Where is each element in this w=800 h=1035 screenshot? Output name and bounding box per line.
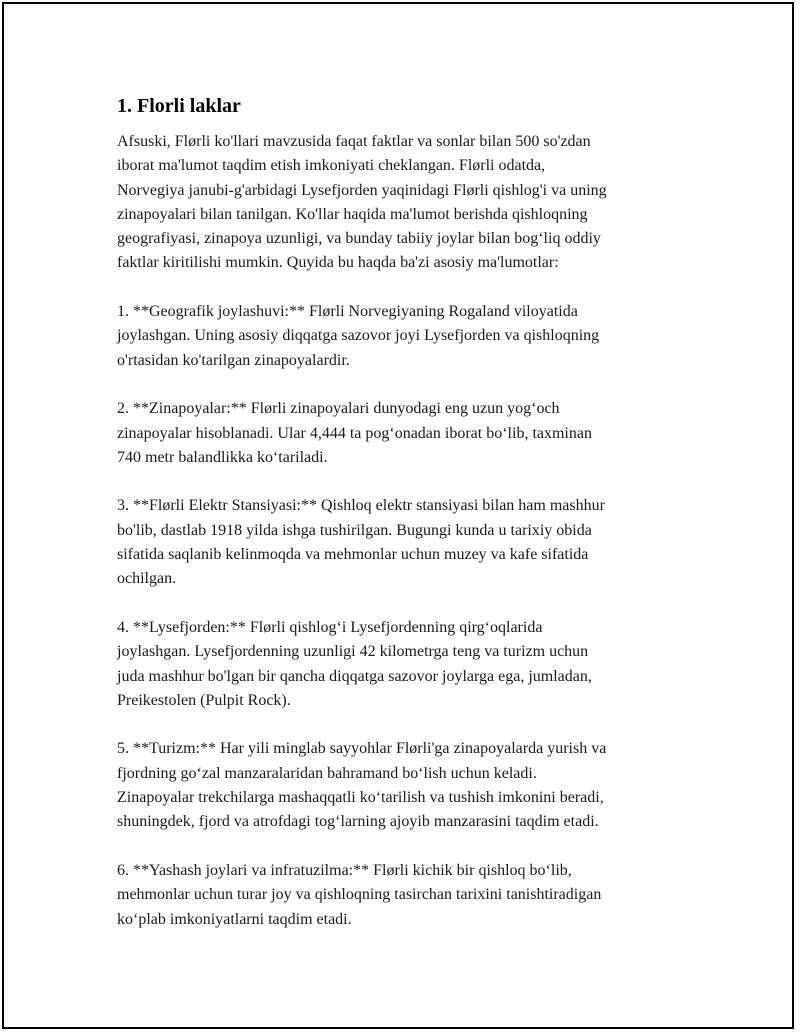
paragraph-geographic-location: 1. **Geografik joylashuvi:** Flørli Norvegiyaning Rogaland viloyatida joylashgan. Uning asosiy diqqatga sazovor joyi Lysefjorden va qishloqning o'rtasidan ko'tarilgan zinapoyalardir. [117, 303, 600, 369]
document-title: 1. Florli laklar [117, 95, 241, 117]
paragraph-stairs: 2. **Zinapoyalar:** Flørli zinapoyalari dunyodagi eng uzun yog‘och zinapoyalar hisoblanadi. Ular 4,444 ta pog‘onadan iborat bo‘lib, taxminan 740 metr balandlikka ko‘tariladi. [117, 400, 592, 466]
document-body [117, 92, 707, 932]
paragraph-tourism: 5. **Turizm:** Har yili minglab sayyohlar Flørli'ga zinapoyalarda yurish va fjordning go‘zal manzaralaridan bahramand bo‘lish uchun keladi. Zinapoyalar trekchilarga mashaqqatli ko‘tarilish va tushish imkonini beradi, shuningdek, fjord va atrofdagi tog‘larning ajoyib manzarasini taqdim etadi. [117, 740, 607, 831]
paragraph-lysefjorden: 4. **Lysefjorden:** Flørli qishlog‘i Lysefjordenning qirg‘oqlarida joylashgan. Lysefjordenning uzunligi 42 kilometrga teng va turizm uchun juda mashhur bo'lgan bir qancha diqqatga sazovor joylarga ega, jumladan, Preikestolen (Pulpit Rock). [117, 618, 592, 709]
paragraph-accommodation: 6. **Yashash joylari va infratuzilma:** Flørli kichik bir qishloq bo‘lib, mehmonlar uchun turar joy va qishloqning tasirchan tarixini tanishtiradigan ko‘plab imkoniyatlarni taqdim etadi. [117, 861, 602, 928]
paragraph-power-station: 3. **Flørli Elektr Stansiyasi:** Qishloq elektr stansiyasi bilan ham mashhur bo'lib, dastlab 1918 yilda ishga tushirilgan. Bugungi kunda u tarixiy obida sifatida saqlanib kelinmoqda va mehmonlar uchun muzey va kafe sifatida ochilgan. [117, 497, 605, 588]
intro-paragraph: Afsuski, Flørli ko'llari mavzusida faqat faktlar va sonlar bilan 500 so'zdan iborat ma'lumot taqdim etish imkoniyati cheklangan. Flørli odatda, Norvegiya janubi-g'arbidagi Lysefjorden yaqinidagi Flørli qishlog'i va uning zinapoyalari bilan tanilgan. Ko'llar haqida ma'lumot berishda qishloqning geografiyasi, zinapoya uzunligi, va bunday tabiiy joylar bilan bog‘liq oddiy faktlar kiritilishi mumkin. Quyida bu haqda ba'zi asosiy ma'lumotlar: [117, 133, 607, 272]
